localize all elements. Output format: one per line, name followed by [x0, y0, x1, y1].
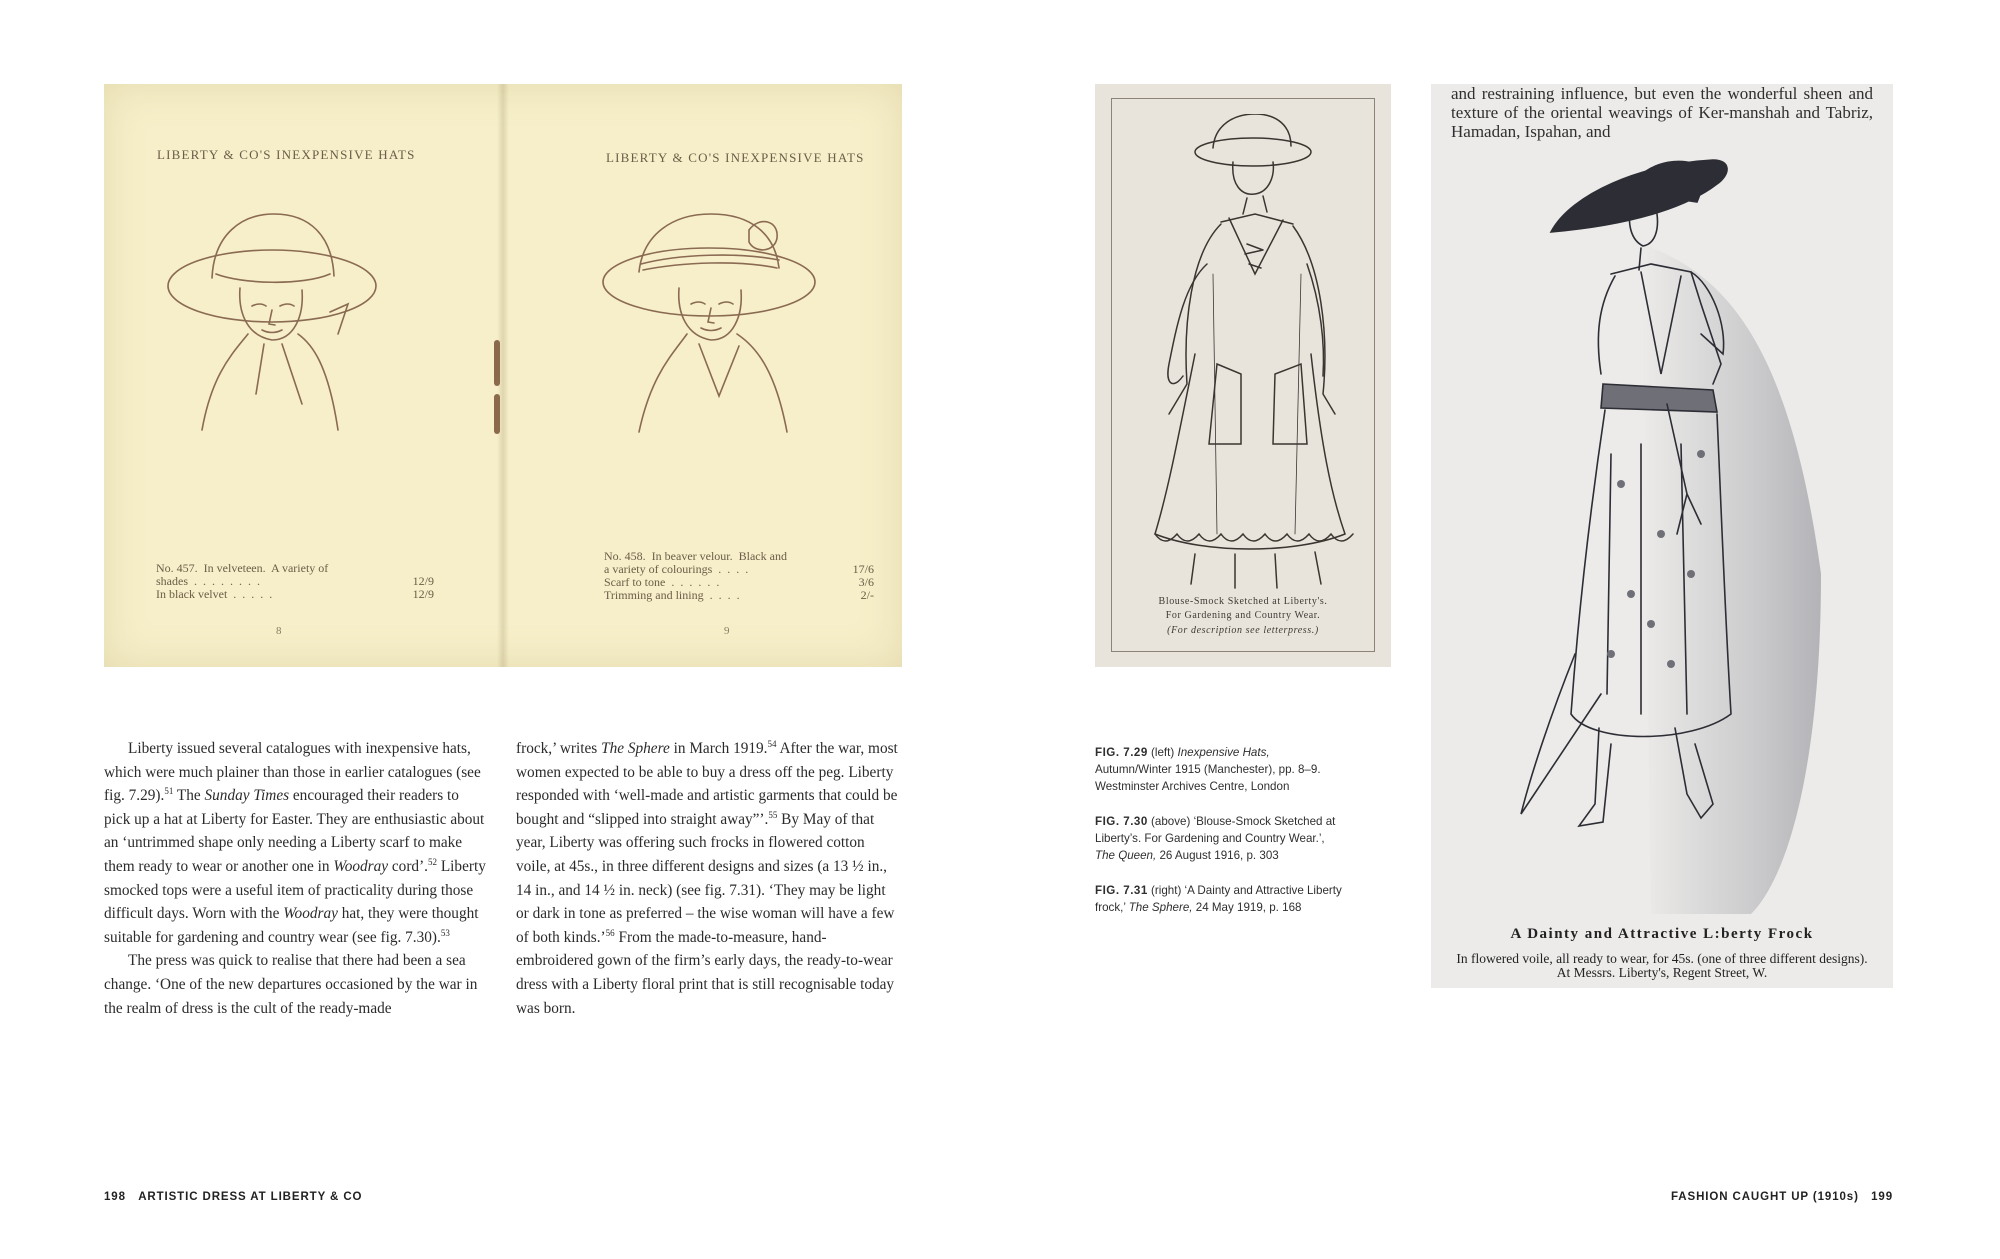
- figure-7-30-blouse-smock: [1095, 84, 1391, 667]
- footnote-ref: 53: [440, 927, 450, 938]
- caption-fig-7-29: [1095, 744, 1345, 795]
- caption-label: FIG. 7.31: [1095, 884, 1148, 897]
- caption-label: FIG. 7.30: [1095, 815, 1148, 828]
- staple: [494, 394, 500, 434]
- footnote-ref: 51: [164, 786, 174, 797]
- publication-title: The Sphere: [601, 740, 670, 757]
- body-text: Liberty smocked tops were a useful item of practicality during those difficult days. Worn with the: [104, 857, 486, 923]
- footnote-ref: 52: [428, 856, 437, 867]
- caption-text: ‘A Dainty and Attractive Liberty frock,’: [1095, 884, 1342, 914]
- left-catalogue-description: No. 457. In velveteen. A variety of shades . . . . . . . . In black velvet . . . . .: [156, 561, 329, 601]
- smock-caption-line1: Blouse-Smock Sketched at Liberty's.: [1158, 596, 1328, 607]
- caption-publication: The Queen,: [1095, 849, 1157, 862]
- footnote-ref: 54: [767, 738, 777, 749]
- caption-text: 24 May 1919, p. 168: [1192, 901, 1302, 914]
- running-title: ARTISTIC DRESS AT LIBERTY & CO: [138, 1191, 363, 1203]
- caption-fig-7-31: [1095, 882, 1345, 916]
- figure-captions: [1095, 744, 1345, 934]
- right-catalogue-description: No. 458. In beaver velour. Black and a variety of colourings . . . . Scarf to tone . . . . . . Trimming and lining . . . .: [604, 549, 787, 602]
- magazine-illustration-subtitle: In flowered voile, all ready to wear, for 45s. (one of three different designs). At Messrs. Liberty's, Regent Street, W.: [1456, 951, 1868, 980]
- body-paragraph: [516, 737, 900, 1020]
- page-number: 198: [104, 1191, 126, 1203]
- caption-text: 26 August 1916, p. 303: [1156, 849, 1279, 862]
- body-text: After the war, most women expected to be able to buy a dress off the peg. Liberty responded with ‘well-made and artistic garments that could be bought and “slipped into straight away”’.: [516, 740, 898, 828]
- page-number: 199: [1871, 1191, 1893, 1203]
- running-title: FASHION CAUGHT UP (1910s): [1671, 1191, 1859, 1203]
- body-text: frock,’ writes: [516, 740, 602, 757]
- body-text: The: [173, 787, 205, 805]
- body-paragraph: [104, 737, 488, 949]
- smock-caption-line2: For Gardening and Country Wear.: [1165, 610, 1321, 621]
- caption-label: FIG. 7.29: [1095, 746, 1148, 759]
- footnote-ref: 56: [605, 927, 615, 938]
- staple: [494, 340, 500, 386]
- caption-text: ‘Blouse-Smock Sketched at Liberty’s. For Gardening and Country Wear.’,: [1095, 815, 1336, 845]
- fabric-name: Woodray: [283, 905, 338, 923]
- magazine-illustration-title: A Dainty and Attractive L:berty Frock: [1510, 926, 1814, 942]
- smock-illustration: [1125, 114, 1365, 594]
- publication-title: Sunday Times: [204, 787, 290, 805]
- figure-7-31-sphere-page: [1431, 84, 1893, 988]
- right-footer: [1671, 1191, 1893, 1203]
- footnote-ref: 55: [768, 809, 778, 820]
- right-catalogue-page-number: 9: [724, 625, 730, 637]
- body-text: Liberty issued several catalogues with inexpensive hats, which were much plainer than those in earlier catalogues (see fig. 7.29).: [104, 740, 481, 805]
- body-text: encouraged their readers to pick up a hat at Liberty for Easter. They are enthusiastic about an ‘untrimmed shape only needing a Liberty scarf to make them ready to wear or another one in: [104, 787, 485, 875]
- caption-position: (above): [1147, 815, 1194, 828]
- body-text: From the made-to-measure, hand-embroidered gown of the firm’s early days, the ready-to-wear dress with a Liberty floral print that is still recognisable today was born.: [516, 928, 895, 1017]
- figure-7-29-catalogue-spread: [104, 84, 902, 667]
- liberty-frock-illustration: [1491, 154, 1831, 924]
- body-text: By May of that year, Liberty was offering such frocks in flowered cotton voile, at 45s., in three different designs and sizes (a 13 ½ in., 14 in., and 14 ½ in. neck) (see fig. 7.31). ‘They may be light or dark in tone as preferred – the wise woman will have a few of both kinds.’: [516, 810, 895, 946]
- body-text: in March 1919.: [669, 740, 768, 757]
- caption-position: (right): [1147, 884, 1185, 897]
- caption-text: Autumn/Winter 1915 (Manchester), pp. 8–9. Westminster Archives Centre, London: [1095, 763, 1321, 793]
- body-column-1: [104, 737, 488, 1020]
- fabric-name: Woodray: [333, 857, 389, 875]
- magazine-top-text: and restraining influence, but even the wonderful sheen and texture of the oriental weavings of Ker-manshah and Tabriz, Hamadan, Ispahan, and: [1451, 84, 1873, 141]
- right-catalogue-header: LIBERTY & CO'S INEXPENSIVE HATS: [606, 150, 865, 165]
- caption-fig-7-30: [1095, 813, 1345, 864]
- hat-illustration-velveteen: [152, 194, 402, 434]
- hat-illustration-beaver-velour: [599, 196, 829, 436]
- body-column-2: [516, 737, 900, 1020]
- body-text: cord’.: [388, 857, 428, 875]
- smock-caption-line3: (For description see letterpress.): [1167, 625, 1319, 636]
- left-catalogue-prices: 12/9 12/9: [412, 574, 434, 601]
- right-catalogue-prices: 17/6 3/6 2/-: [852, 562, 874, 602]
- caption-position: (left): [1147, 746, 1178, 759]
- caption-publication: The Sphere,: [1128, 901, 1193, 914]
- left-catalogue-header: LIBERTY & CO'S INEXPENSIVE HATS: [157, 147, 416, 162]
- body-text: hat, they were thought suitable for gardening and country wear (see fig. 7.30).: [104, 905, 479, 946]
- left-catalogue-page-number: 8: [276, 625, 282, 637]
- caption-title: Inexpensive Hats,: [1177, 746, 1270, 759]
- left-footer: [104, 1191, 362, 1203]
- body-paragraph: The press was quick to realise that there had been a sea change. ‘One of the new departures occasioned by the war in the realm of dress is the cult of the ready-made: [104, 952, 478, 1017]
